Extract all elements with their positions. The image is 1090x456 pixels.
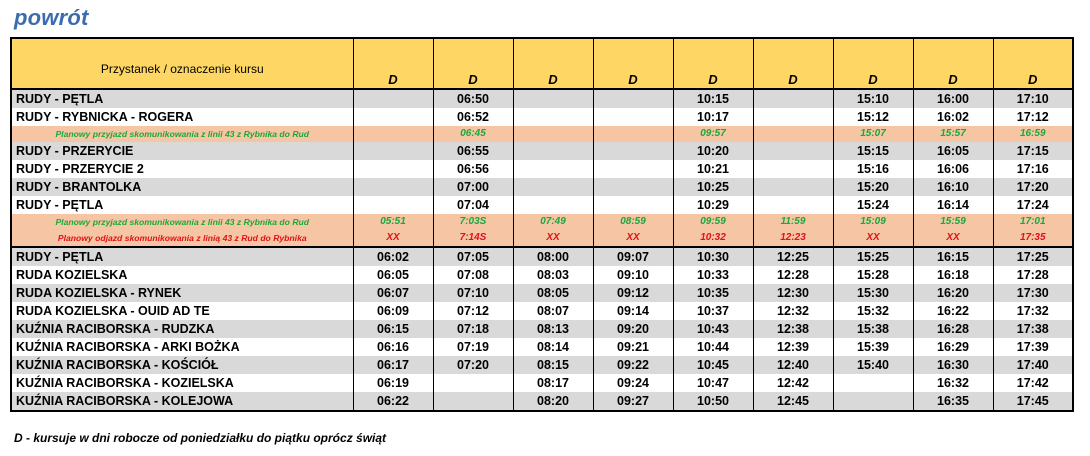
departure-time: 16:28 <box>913 320 993 338</box>
departure-time: 08:05 <box>513 284 593 302</box>
departure-time: 15:15 <box>833 142 913 160</box>
departure-time: 16:30 <box>913 356 993 374</box>
departure-time: 10:35 <box>673 284 753 302</box>
departure-time <box>353 108 433 126</box>
table-row <box>11 142 1073 160</box>
departure-time: XX <box>913 230 993 247</box>
departure-time <box>593 108 673 126</box>
table-row <box>11 320 1073 338</box>
departure-time: 09:27 <box>593 392 673 411</box>
departure-time: 12:40 <box>753 356 833 374</box>
departure-time: XX <box>513 230 593 247</box>
departure-time: 16:32 <box>913 374 993 392</box>
table-row <box>11 108 1073 126</box>
stop-name: KUŹNIA RACIBORSKA - KOŚCIÓŁ <box>11 356 353 374</box>
departure-time: 16:10 <box>913 178 993 196</box>
departure-time: 09:20 <box>593 320 673 338</box>
departure-time <box>593 142 673 160</box>
departure-time: 12:39 <box>753 338 833 356</box>
departure-time: 15:24 <box>833 196 913 214</box>
stop-name: RUDA KOZIELSKA <box>11 266 353 284</box>
stop-name: Planowy przyjazd skomunikowania z linii 43 z Rybnika do Rud <box>11 214 353 230</box>
departure-time: 09:12 <box>593 284 673 302</box>
departure-time: 06:15 <box>353 320 433 338</box>
departure-time: 15:28 <box>833 266 913 284</box>
departure-time <box>753 160 833 178</box>
departure-time <box>753 108 833 126</box>
departure-time: 09:24 <box>593 374 673 392</box>
departure-time: 06:05 <box>353 266 433 284</box>
departure-time: 16:00 <box>913 89 993 108</box>
table-row <box>11 338 1073 356</box>
departure-time: 16:05 <box>913 142 993 160</box>
departure-time: 06:07 <box>353 284 433 302</box>
departure-time: 15:10 <box>833 89 913 108</box>
departure-time: 12:28 <box>753 266 833 284</box>
departure-time: 17:20 <box>993 178 1073 196</box>
departure-time: 10:17 <box>673 108 753 126</box>
departure-time: 08:59 <box>593 214 673 230</box>
departure-time: 10:32 <box>673 230 753 247</box>
departure-time: 15:59 <box>913 214 993 230</box>
departure-time: 17:42 <box>993 374 1073 392</box>
departure-time: 16:20 <box>913 284 993 302</box>
departure-time: 06:55 <box>433 142 513 160</box>
departure-time <box>833 392 913 411</box>
departure-time: 12:32 <box>753 302 833 320</box>
departure-time: 16:59 <box>993 126 1073 142</box>
departure-time <box>513 178 593 196</box>
table-row <box>11 284 1073 302</box>
departure-time: 08:14 <box>513 338 593 356</box>
departure-time: 15:40 <box>833 356 913 374</box>
departure-time <box>593 160 673 178</box>
course-header: D <box>833 38 913 89</box>
departure-time: 06:45 <box>433 126 513 142</box>
departure-time <box>513 126 593 142</box>
stop-name: KUŹNIA RACIBORSKA - KOLEJOWA <box>11 392 353 411</box>
departure-time: 08:07 <box>513 302 593 320</box>
departure-time: 09:10 <box>593 266 673 284</box>
table-row <box>11 247 1073 266</box>
departure-time: 07:12 <box>433 302 513 320</box>
departure-time: 12:42 <box>753 374 833 392</box>
departure-time <box>593 178 673 196</box>
departure-time: 09:14 <box>593 302 673 320</box>
departure-time <box>513 108 593 126</box>
departure-time: 17:12 <box>993 108 1073 126</box>
table-row <box>11 266 1073 284</box>
departure-time: 7:14S <box>433 230 513 247</box>
departure-time: 17:01 <box>993 214 1073 230</box>
stop-name: KUŹNIA RACIBORSKA - ARKI BOŻKA <box>11 338 353 356</box>
departure-time <box>353 89 433 108</box>
departure-time: 15:38 <box>833 320 913 338</box>
departure-time: 07:19 <box>433 338 513 356</box>
departure-time: 05:51 <box>353 214 433 230</box>
departure-time <box>753 196 833 214</box>
departure-time: 09:07 <box>593 247 673 266</box>
departure-time: 16:15 <box>913 247 993 266</box>
departure-time <box>353 196 433 214</box>
departure-time: 15:16 <box>833 160 913 178</box>
departure-time: 10:45 <box>673 356 753 374</box>
departure-time: 17:30 <box>993 284 1073 302</box>
departure-time: 10:21 <box>673 160 753 178</box>
departure-time: 07:20 <box>433 356 513 374</box>
departure-time: 08:13 <box>513 320 593 338</box>
stop-name: RUDY - BRANTOLKA <box>11 178 353 196</box>
departure-time <box>433 392 513 411</box>
departure-time <box>513 196 593 214</box>
departure-time: 09:21 <box>593 338 673 356</box>
course-header: D <box>913 38 993 89</box>
departure-time <box>353 142 433 160</box>
table-row <box>11 89 1073 108</box>
departure-time <box>433 374 513 392</box>
departure-time <box>593 196 673 214</box>
footnote: D - kursuje w dni robocze od poniedziałku do piątku oprócz świąt <box>14 431 387 445</box>
stop-name: Planowy odjazd skomunikowania z linią 43 z Rud do Rybnika <box>11 230 353 247</box>
departure-time: 10:37 <box>673 302 753 320</box>
page-title: powrót <box>14 5 89 30</box>
departure-connection-row <box>11 230 1073 247</box>
departure-time: 17:39 <box>993 338 1073 356</box>
departure-time: 11:59 <box>753 214 833 230</box>
departure-time <box>753 89 833 108</box>
departure-time <box>513 160 593 178</box>
arrival-connection-row <box>11 214 1073 230</box>
stop-name: RUDY - RYBNICKA - ROGERA <box>11 108 353 126</box>
departure-time <box>593 89 673 108</box>
departure-time: 15:57 <box>913 126 993 142</box>
departure-time: 06:19 <box>353 374 433 392</box>
departure-time: 17:45 <box>993 392 1073 411</box>
departure-time: 10:50 <box>673 392 753 411</box>
stop-name: KUŹNIA RACIBORSKA - KOZIELSKA <box>11 374 353 392</box>
departure-time: 15:39 <box>833 338 913 356</box>
departure-time: 10:25 <box>673 178 753 196</box>
table-row <box>11 356 1073 374</box>
departure-time: 17:35 <box>993 230 1073 247</box>
departure-time: 07:05 <box>433 247 513 266</box>
departure-time: 17:15 <box>993 142 1073 160</box>
departure-time: 07:04 <box>433 196 513 214</box>
departure-time: 08:20 <box>513 392 593 411</box>
table-row <box>11 302 1073 320</box>
course-header: D <box>993 38 1073 89</box>
departure-time: XX <box>593 230 673 247</box>
departure-time: 16:18 <box>913 266 993 284</box>
stop-name: RUDY - PĘTLA <box>11 196 353 214</box>
stop-name: RUDY - PĘTLA <box>11 247 353 266</box>
departure-time: 10:47 <box>673 374 753 392</box>
departure-time: 17:16 <box>993 160 1073 178</box>
table-row <box>11 196 1073 214</box>
departure-time: 06:16 <box>353 338 433 356</box>
departure-time: 16:14 <box>913 196 993 214</box>
departure-time: 07:08 <box>433 266 513 284</box>
departure-time: 10:29 <box>673 196 753 214</box>
departure-time: 15:20 <box>833 178 913 196</box>
departure-time: 09:59 <box>673 214 753 230</box>
departure-time: 12:45 <box>753 392 833 411</box>
course-header: D <box>753 38 833 89</box>
departure-time: 17:24 <box>993 196 1073 214</box>
departure-time: 08:15 <box>513 356 593 374</box>
course-header: D <box>593 38 673 89</box>
departure-time: 17:32 <box>993 302 1073 320</box>
departure-time: XX <box>353 230 433 247</box>
table-row <box>11 392 1073 411</box>
departure-time: 09:57 <box>673 126 753 142</box>
departure-time: 10:15 <box>673 89 753 108</box>
departure-time: 15:32 <box>833 302 913 320</box>
departure-time: 16:06 <box>913 160 993 178</box>
departure-time: 15:25 <box>833 247 913 266</box>
departure-time: 16:35 <box>913 392 993 411</box>
departure-time <box>593 126 673 142</box>
departure-time: 15:30 <box>833 284 913 302</box>
departure-time: 08:03 <box>513 266 593 284</box>
departure-time <box>353 178 433 196</box>
stop-column-header: Przystanek / oznaczenie kursu <box>11 38 353 89</box>
departure-time: 06:22 <box>353 392 433 411</box>
departure-time: 06:17 <box>353 356 433 374</box>
departure-time: 08:00 <box>513 247 593 266</box>
departure-time: 06:09 <box>353 302 433 320</box>
departure-time: 10:33 <box>673 266 753 284</box>
departure-time: 07:18 <box>433 320 513 338</box>
departure-time: 7:03S <box>433 214 513 230</box>
departure-time: 17:10 <box>993 89 1073 108</box>
stop-name: RUDA KOZIELSKA - RYNEK <box>11 284 353 302</box>
table-row <box>11 160 1073 178</box>
departure-time <box>833 374 913 392</box>
stop-name: Planowy przyjazd skomunikowania z linii 43 z Rybnika do Rud <box>11 126 353 142</box>
departure-time: 12:25 <box>753 247 833 266</box>
departure-time: 10:44 <box>673 338 753 356</box>
departure-time: 17:28 <box>993 266 1073 284</box>
departure-time: 15:07 <box>833 126 913 142</box>
departure-time: 08:17 <box>513 374 593 392</box>
departure-time: 17:40 <box>993 356 1073 374</box>
header-row <box>11 38 1073 89</box>
departure-time <box>353 126 433 142</box>
departure-time: 15:09 <box>833 214 913 230</box>
departure-time: 10:43 <box>673 320 753 338</box>
departure-time: 06:02 <box>353 247 433 266</box>
course-header: D <box>673 38 753 89</box>
table-row <box>11 178 1073 196</box>
stop-name: RUDY - PRZERYCIE 2 <box>11 160 353 178</box>
departure-time: 12:23 <box>753 230 833 247</box>
course-header: D <box>433 38 513 89</box>
departure-time: 09:22 <box>593 356 673 374</box>
table-row <box>11 374 1073 392</box>
departure-time: 15:12 <box>833 108 913 126</box>
departure-time: 10:30 <box>673 247 753 266</box>
departure-time: 17:25 <box>993 247 1073 266</box>
course-header: D <box>513 38 593 89</box>
departure-time: 16:22 <box>913 302 993 320</box>
departure-time: 16:29 <box>913 338 993 356</box>
stop-name: KUŹNIA RACIBORSKA - RUDZKA <box>11 320 353 338</box>
departure-time: 16:02 <box>913 108 993 126</box>
departure-time: XX <box>833 230 913 247</box>
arrival-connection-row <box>11 126 1073 142</box>
departure-time: 07:10 <box>433 284 513 302</box>
stop-name: RUDA KOZIELSKA - OUID AD TE <box>11 302 353 320</box>
departure-time <box>513 89 593 108</box>
stop-name: RUDY - PRZERYCIE <box>11 142 353 160</box>
departure-time <box>753 178 833 196</box>
departure-time: 07:49 <box>513 214 593 230</box>
departure-time: 06:50 <box>433 89 513 108</box>
timetable <box>10 37 1074 412</box>
departure-time <box>753 126 833 142</box>
departure-time <box>753 142 833 160</box>
departure-time <box>513 142 593 160</box>
stop-name: RUDY - PĘTLA <box>11 89 353 108</box>
departure-time: 17:38 <box>993 320 1073 338</box>
departure-time: 07:00 <box>433 178 513 196</box>
departure-time: 06:52 <box>433 108 513 126</box>
course-header: D <box>353 38 433 89</box>
departure-time: 10:20 <box>673 142 753 160</box>
departure-time <box>353 160 433 178</box>
departure-time: 06:56 <box>433 160 513 178</box>
departure-time: 12:30 <box>753 284 833 302</box>
departure-time: 12:38 <box>753 320 833 338</box>
